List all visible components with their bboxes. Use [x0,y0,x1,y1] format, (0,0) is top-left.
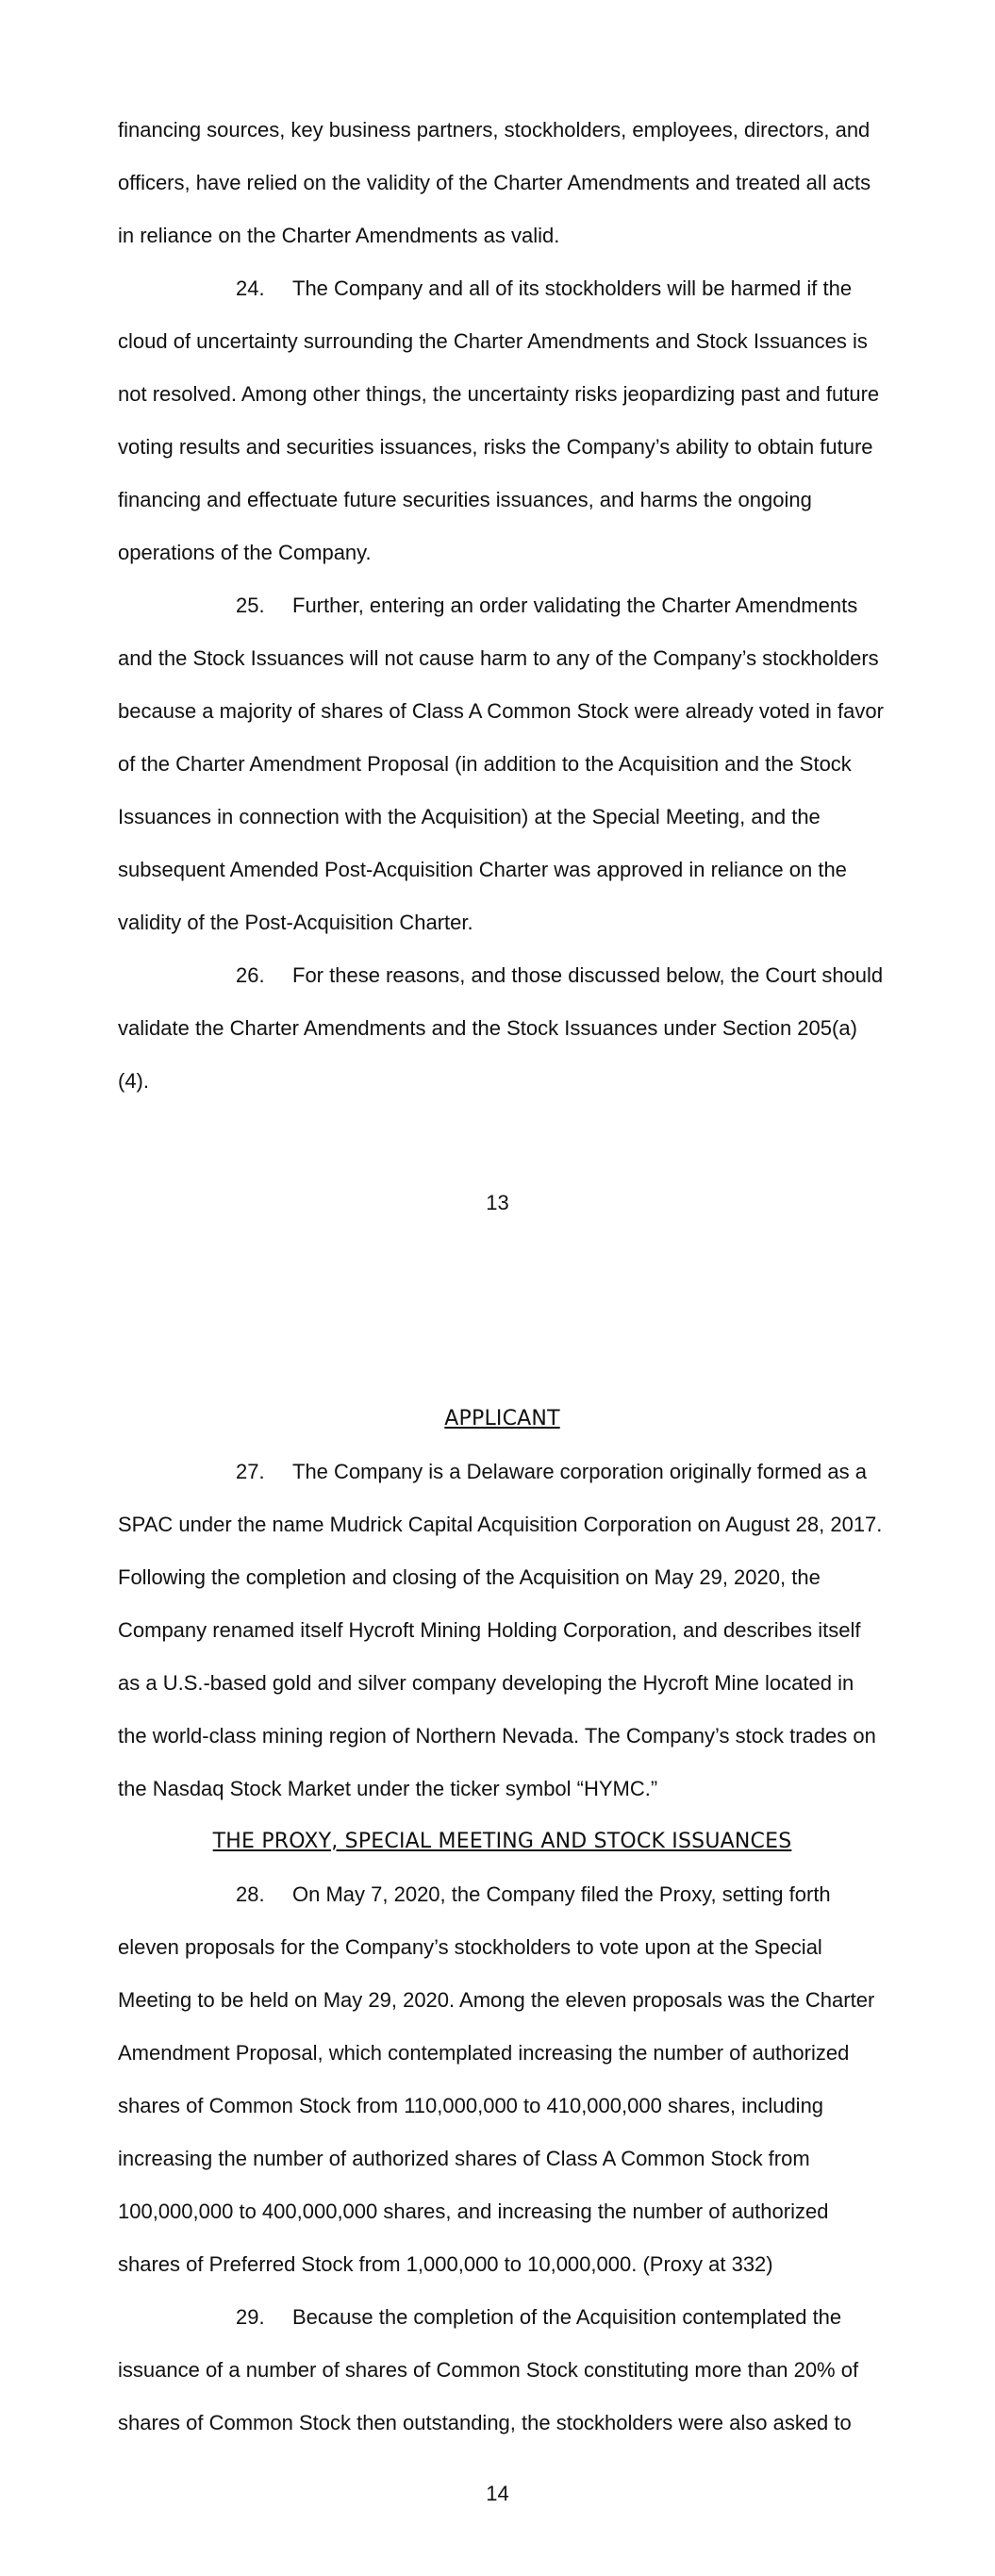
paragraph-25 [118,579,887,949]
paragraph-number: 28. [236,1882,265,1906]
paragraph-text: Further, entering an order validating the Charter Amendments and the Stock Issuances will not cause harm to any of the Company’s stockholders because a majority of shares of Class A Common Stock were already voted in favor of the Charter Amendment Proposal (in addition to the Acquisition and the Stock Issuances in connection with the Acquisition) at the Special Meeting, and the subsequent Amended Post-Acquisition Charter was approved in reliance on the validity of the Post-Acquisition Charter. [118,594,884,934]
page-number: 14 [486,2482,509,2505]
paragraph-27 [118,1446,887,1815]
paragraph-text: The Company and all of its stockholders will be harmed if the cloud of uncertainty surrounding the Charter Amendments and Stock Issuances is not resolved. Among other things, the uncertainty risks jeopardizing past and future voting results and securities issuances, risks the Company’s ability to obtain future financing and effectuate future securities issuances, and harms the ongoing operations of the Company. [118,276,880,564]
paragraph-text: On May 7, 2020, the Company filed the Proxy, setting forth eleven proposals for the Company’s stockholders to vote upon at the Special Meeting to be held on May 29, 2020. Among the eleven proposals was the Charter Amendment Proposal, which contemplated increasing the number of authorized shares of Common Stock from 110,000,000 to 410,000,000 shares, including increasing the number of authorized shares of Class A Common Stock from 100,000,000 to 400,000,000 shares, and increasing the number of authorized shares of Preferred Stock from 1,000,000 to 10,000,000. (Proxy at 332) [118,1882,875,2276]
paragraph-text: The Company is a Delaware corporation originally formed as a SPAC under the name Mudrick Capital Acquisition Corporation on August 28, 2017. Following the completion and closing of the Acquisition on May 29, 2020, the Company renamed itself Hycroft Mining Holding Corporation, and describes itself as a U.S.-based gold and silver company developing the Hycroft Mine located in the world-class mining region of Northern Nevada. The Company’s stock trades on the Nasdaq Stock Market under the ticker symbol “HYMC.” [118,1460,883,1800]
document-page-14 [0,1274,995,2576]
page-number: 13 [486,1191,509,1214]
paragraph-24 [118,262,887,579]
section-heading-applicant: APPLICANT [444,1407,560,1430]
paragraph-number: 29. [236,2305,265,2329]
paragraph-number: 24. [236,276,265,300]
paragraph-number: 27. [236,1460,265,1483]
page-13-body [118,104,887,1108]
page-14-body [118,1393,887,2450]
paragraph-number: 25. [236,594,265,617]
paragraph-text: Because the completion of the Acquisition contemplated the issuance of a number of shares of Common Stock constituting more than 20% of shares of Common Stock then outstanding, the stockholders were also asked to [118,2305,859,2434]
paragraph-23-continuation: financing sources, key business partners, stockholders, employees, directors, and officers, have relied on the validity of the Charter Amendments and treated all acts in reliance on the Charter Amendments as valid. [118,118,871,247]
paragraph-29 [118,2291,887,2450]
paragraph-text: For these reasons, and those discussed below, the Court should validate the Charter Amendments and the Stock Issuances under Section 205(a)(4). [118,963,884,1093]
paragraph-26 [118,949,887,1108]
document-page-13 [0,0,995,1274]
paragraph-number: 26. [236,963,265,987]
paragraph-28 [118,1868,887,2291]
section-heading-proxy: THE PROXY, SPECIAL MEETING AND STOCK ISSUANCES [212,1830,792,1853]
